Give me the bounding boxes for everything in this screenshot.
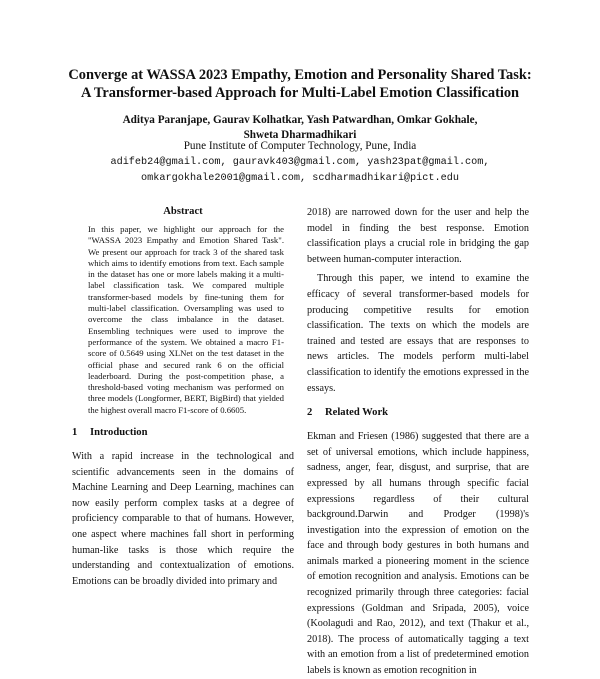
abstract-heading: Abstract (163, 206, 203, 217)
right-column (307, 205, 529, 679)
paper-goal-paragraph: Through this paper, we intend to examine the efficacy of several transformer-based models for producing competitive results for emotion classification. The texts on which the models are trained and tested are essays that are responses to news articles. The models perform multi-label classification to identify the emotions expressed in the essays. (307, 273, 529, 394)
emails-line-1: adifeb24@gmail.com, gauravk403@gmail.com, yash23pat@gmail.com, (110, 157, 490, 168)
affiliation: Pune Institute of Computer Technology, Pune, India (183, 140, 417, 152)
section-number: 2 (307, 407, 313, 419)
introduction-heading (72, 426, 294, 439)
authors-line-2: Shweta Dharmadhikari (243, 129, 357, 141)
abstract-text: In this paper, we highlight our approach for the "WASSA 2023 Empathy and Emotion Shared Task". We present our approach for track 3 of the shared task which aims to identify emotions from text. Each sample in the dataset has one or more labels making it a multi-label classification task. We compared multiple transformer-based models by fine-tuning them for multi-label classification. Oversampling was used to overcome the class imbalance in the dataset. Ensembling techniques were used to improve the performance of the system. We obtained a macro F1-score of 0.5649 using XLNet on the test dataset in the official phase and secured rank 6 on the official leaderboard. During the post-competition phase, a threshold-based voting mechanism was performed on three models (Longformer, BERT, BigBird) that yielded the highest overall macro F1-score of 0.6605. (88, 224, 284, 415)
authors-line-1: Aditya Paranjape, Gaurav Kolhatkar, Yash Patwardhan, Omkar Gokhale, (122, 114, 478, 126)
continued-paragraph: 2018) are narrowed down for the user and help the model in finding the best response. Emotion classification plays a crucial role in bridging the gap between human-computer interaction. (307, 207, 529, 265)
title-line-2: A Transformer-based Approach for Multi-Label Emotion Classification (80, 85, 520, 101)
related-work-text: Ekman and Friesen (1986) suggested that there are a set of universal emotions, which include happiness, sadness, anger, fear, disgust, and surprise, that are expressed by all humans through specific facial expressions regardless of their cultural background.Darwin and Prodger (1998)'s investigation into the expression of emotion on the face and through body gestures in both humans and animals marked a pioneering moment in the science of emotion recognition and analysis. Emotions can be recognized primarily through three categories: facial expressions (Goldman and Sripada, 2005), voice (Koolagudi and Rao, 2012), and text (Thakur et al., 2018). The process of automatically tagging a text with an emotion from a list of predetermined emotion labels is known as emotion recognition in (307, 431, 529, 677)
section-number: 1 (72, 427, 78, 439)
section-title: Introduction (90, 427, 148, 439)
emails-line-2: omkargokhale2001@gmail.com, scdharmadhikari@pict.edu (141, 173, 459, 184)
paper-title (40, 66, 560, 102)
section-title: Related Work (325, 407, 389, 419)
author-emails (30, 155, 570, 187)
introduction-text: With a rapid increase in the technological and scientific advancements seen in the domains of Machine Learning and Deep Learning, machines can now easily perform complex tasks at a degree of proficiency comparable to that of humans. However, one aspect where machines fall short in performing human-like tasks is those which require the understanding and contextualization of emotions. Emotions can be broadly divided into primary and (72, 451, 294, 587)
related-work-heading (307, 406, 529, 419)
left-column (72, 200, 294, 589)
title-line-1: Converge at WASSA 2023 Empathy, Emotion and Personality Shared Task: (68, 67, 532, 83)
